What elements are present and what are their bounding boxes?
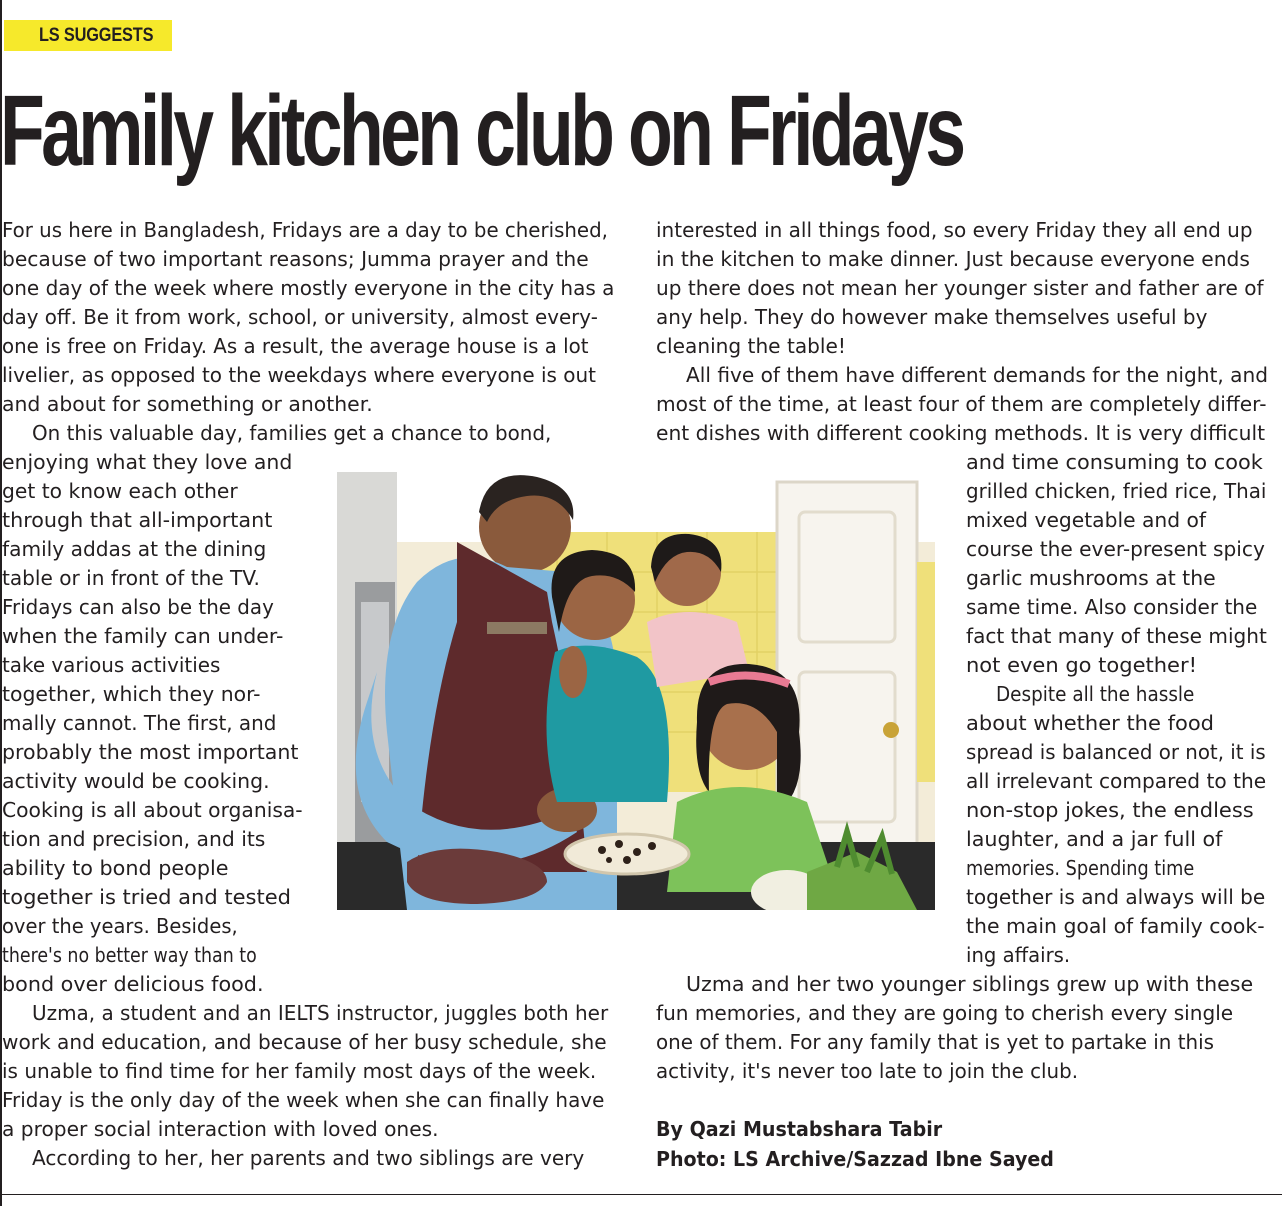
right-column-line: course the ever-present spicy [966,537,1265,561]
right-column-line: Despite all the hassle [996,682,1195,706]
left-column-line: bond over delicious food. [2,972,264,996]
left-column-line: when the family can under- [2,624,284,648]
left-column-line: Uzma, a student and an IELTS instructor, juggles both her [32,1001,609,1025]
right-column-line: fact that many of these might [966,624,1267,648]
left-column-line: table or in front of the TV. [2,566,260,590]
right-column-line: garlic mushrooms at the [966,566,1216,590]
right-column-line: laughter, and a jar full of [966,827,1223,851]
left-column-line: get to know each other [2,479,238,503]
section-tag-label: LS SUGGESTS [39,24,154,46]
right-column-line: grilled chicken, fried rice, Thai [966,479,1267,503]
left-column-line: enjoying what they love and [2,450,293,474]
left-column-line: Cooking is all about organisa- [2,798,303,822]
headline: Family kitchen club on Fridays [0,75,963,187]
left-column-line: over the years. Besides, [2,914,238,938]
left-column-line: activity would be cooking. [2,769,270,793]
left-column-line: there's no better way than to [2,943,257,967]
left-column-line: For us here in Bangladesh, Fridays are a day to be cherished, [2,218,608,242]
right-column-line: about whether the food [966,711,1215,735]
page-frame-bottom [0,1194,1282,1195]
left-column-line: ability to bond people [2,856,229,880]
left-column-line: is unable to find time for her family most days of the week. [2,1059,597,1083]
right-column-line: Uzma and her two younger siblings grew up with these [686,972,1254,996]
right-column-line: All five of them have different demands for the night, and [686,363,1268,387]
right-column-line: memories. Spending time [966,856,1195,880]
right-column-line: not even go together! [966,653,1198,677]
left-column-line: one is free on Friday. As a result, the average house is a lot [2,334,589,358]
right-column-line: ent dishes with different cooking methods. It is very difficult [656,421,1266,445]
left-column-line: livelier, as opposed to the weekdays where everyone is out [2,363,596,387]
left-column-line: tion and precision, and its [2,827,266,851]
right-column-line: the main goal of family cook- [966,914,1265,938]
right-column-line: up there does not mean her younger sister and father are of [656,276,1264,300]
right-column-line: non-stop jokes, the endless [966,798,1254,822]
left-column-line: Fridays can also be the day [2,595,274,619]
left-column-line: probably the most important [2,740,299,764]
right-column-line: activity, it's never too late to join the club. [656,1059,1079,1083]
left-column-line: family addas at the dining [2,537,267,561]
right-column-line: in the kitchen to make dinner. Just because everyone ends [656,247,1250,271]
left-column-line: a proper social interaction with loved ones. [2,1117,439,1141]
left-column-line: According to her, her parents and two siblings are very [32,1146,585,1170]
left-column-line: and about for something or another. [2,392,373,416]
left-column-line: mally cannot. The first, and [2,711,277,735]
right-column-line: spread is balanced or not, it is [966,740,1266,764]
right-column-line: same time. Also consider the [966,595,1258,619]
left-column-line: take various activities [2,653,221,677]
right-column-line: and time consuming to cook [966,450,1263,474]
right-column-line: fun memories, and they are going to cherish every single [656,1001,1234,1025]
right-column-line: most of the time, at least four of them are completely differ- [656,392,1267,416]
left-column-line: work and education, and because of her busy schedule, she [2,1030,607,1054]
right-column-line: together is and always will be [966,885,1266,909]
left-column-line: day off. Be it from work, school, or university, almost every- [2,305,598,329]
left-column-line: one day of the week where mostly everyone in the city has a [2,276,615,300]
article-photo [337,472,935,910]
right-column-line: one of them. For any family that is yet to partake in this [656,1030,1215,1054]
left-column-line: On this valuable day, families get a chance to bond, [32,421,552,445]
left-column-line: Friday is the only day of the week when she can finally have [2,1088,605,1112]
right-column-line: interested in all things food, so every Friday they all end up [656,218,1253,242]
left-column-line: together, which they nor- [2,682,261,706]
right-column-line: ing affairs. [966,943,1071,967]
section-tag [4,20,172,51]
right-column-line: all irrelevant compared to the [966,769,1267,793]
left-column-line: because of two important reasons; Jumma prayer and the [2,247,589,271]
right-column-line: cleaning the table! [656,334,846,358]
left-column-line: through that all-important [2,508,273,532]
photo-credit: Photo: LS Archive/Sazzad Ibne Sayed [656,1147,1054,1171]
left-column-line: together is tried and tested [2,885,291,909]
right-column-line: mixed vegetable and of [966,508,1207,532]
byline: By Qazi Mustabshara Tabir [656,1117,943,1141]
right-column-line: any help. They do however make themselves useful by [656,305,1208,329]
